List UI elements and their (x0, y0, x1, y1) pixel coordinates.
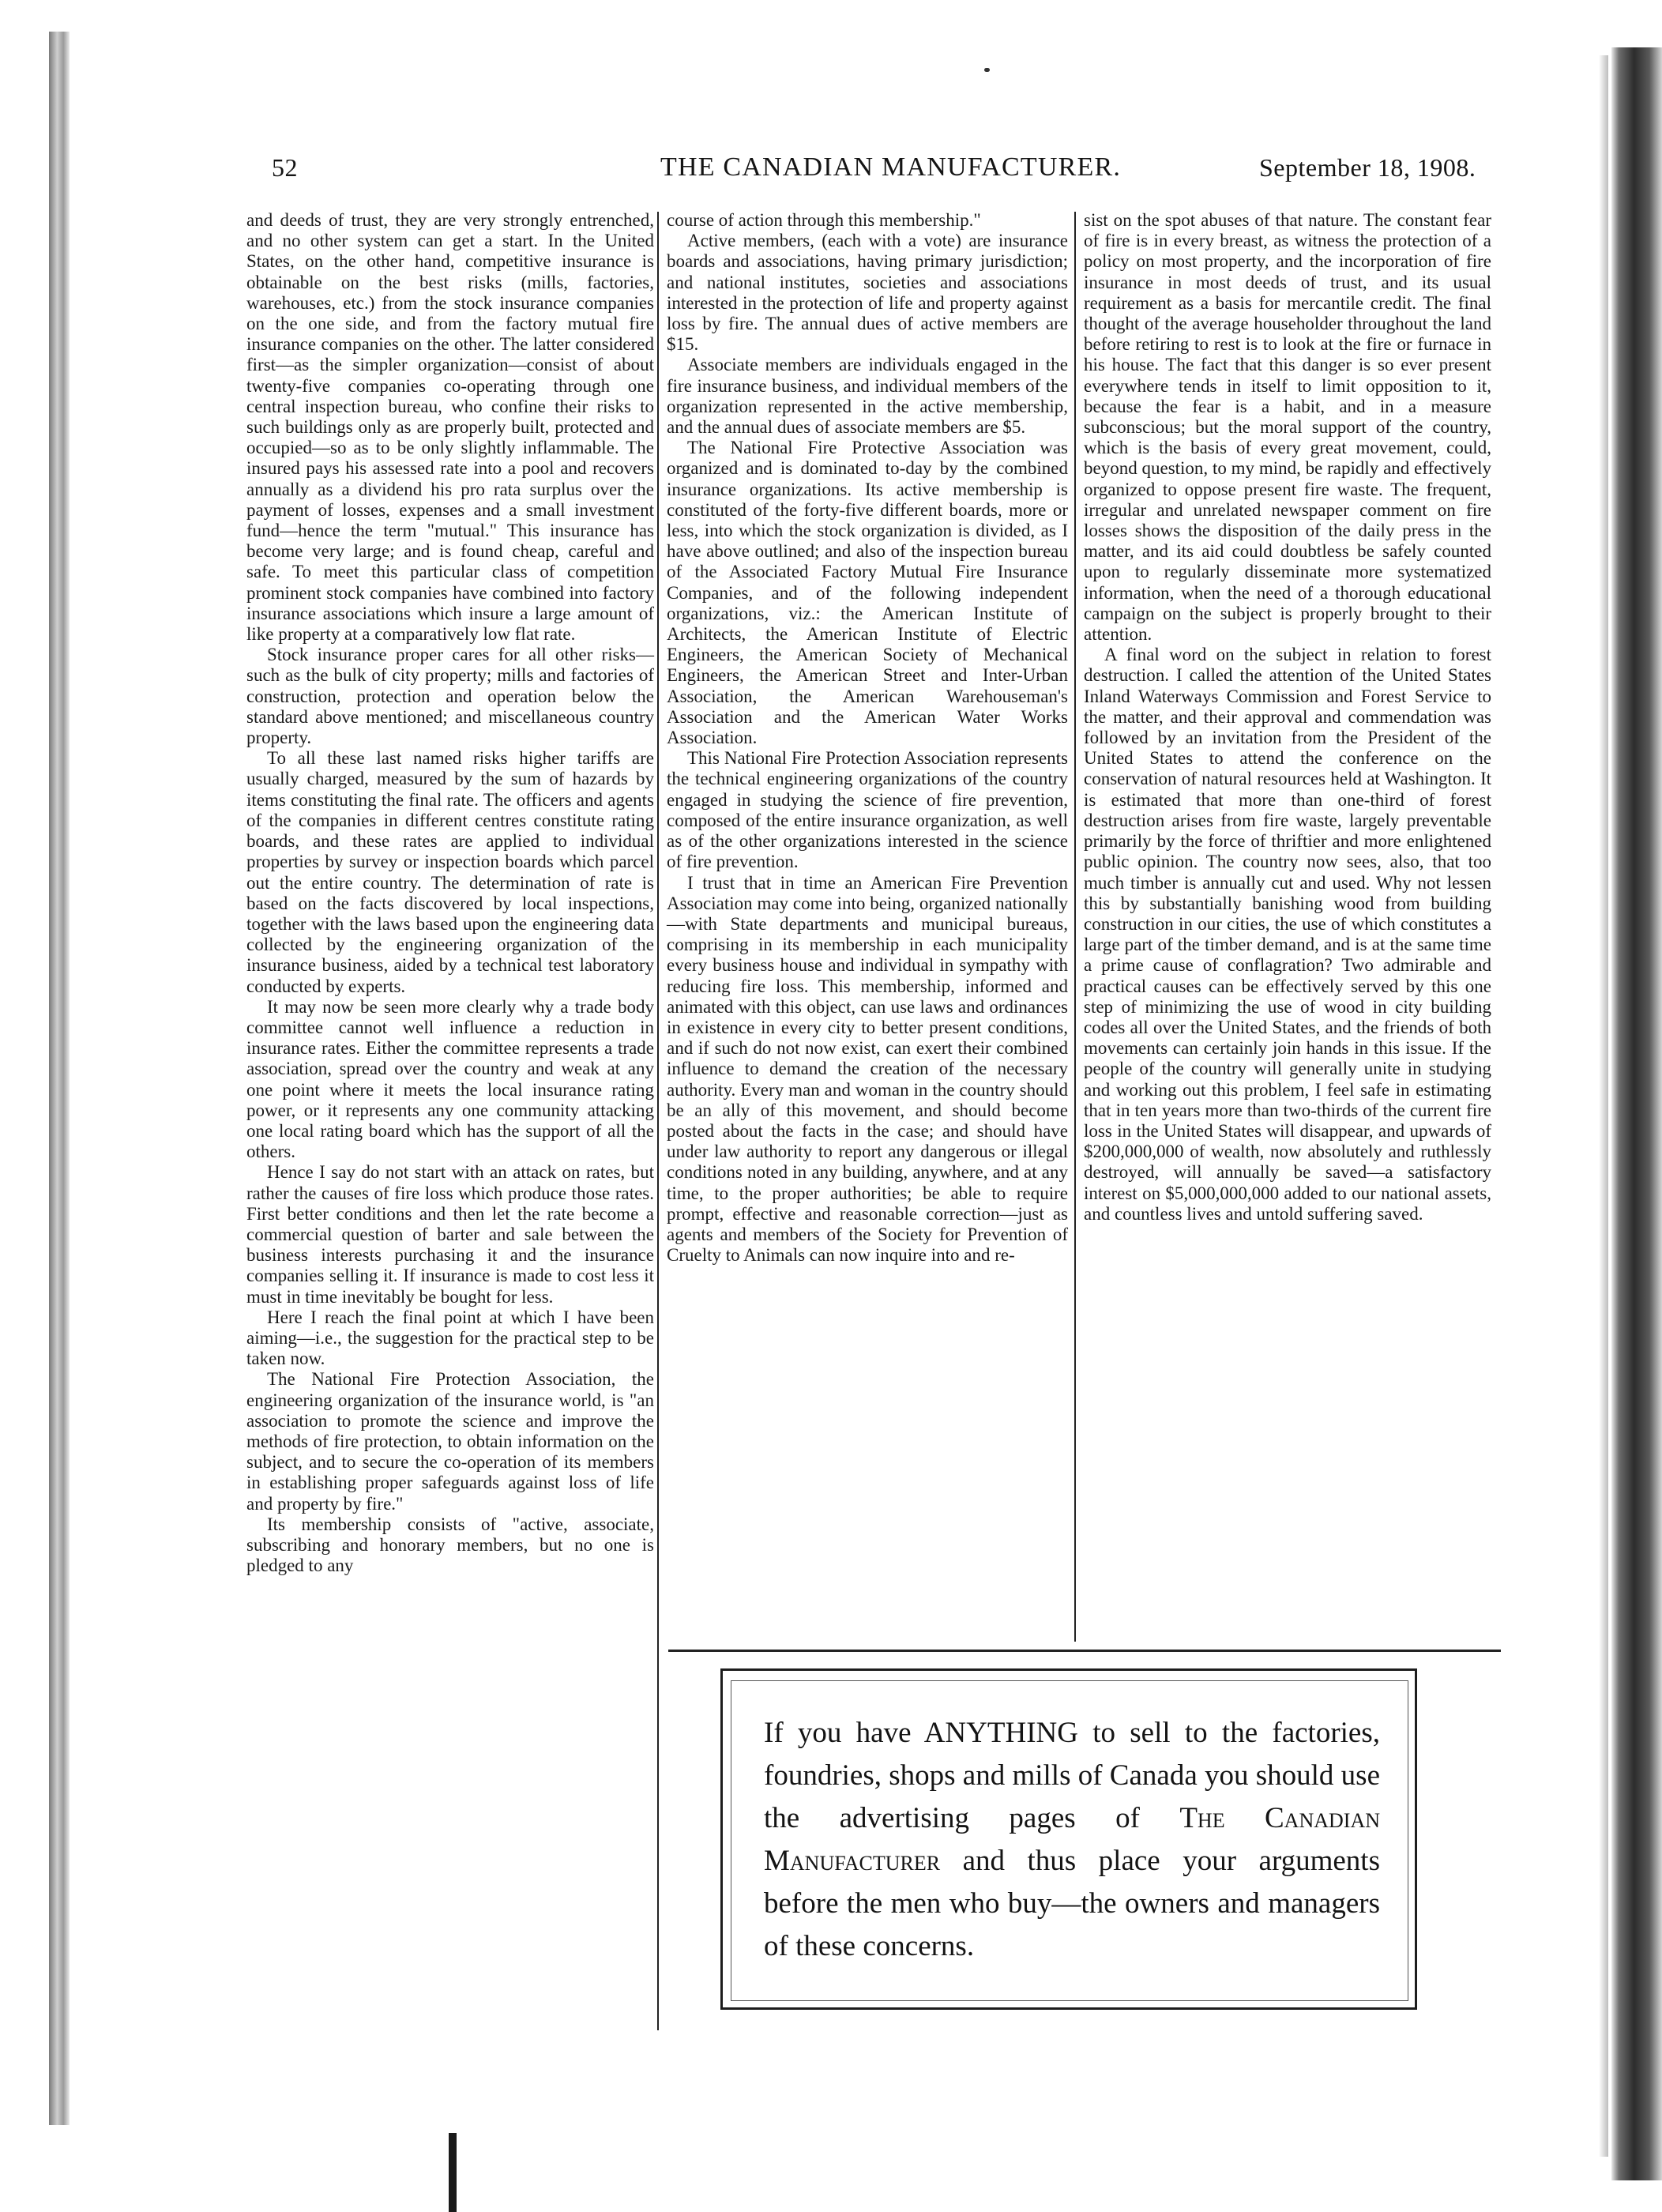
book-binding-shadow (49, 32, 70, 2125)
page-edge-shadow (1611, 47, 1662, 2180)
paragraph: I trust that in time an American Fire Prevention Association may come into being, organized nationally—with State departments and municipal bureaus, comprising in its membership in each municipality every business house and individual in sympathy with reducing fire loss. This membership, informed and animated with this object, can use laws and ordinances in existence in every city to better present conditions, and if such do not now exist, can exert their combined influence to demand the creation of the necessary authority. Every man and woman in the country should be an ally of this movement, and should become posted about the facts in the case; and should have under law authority to report any dangerous or illegal conditions noted in any building, anywhere, and at any time, to the proper authorities; be able to require prompt, effective and reasonable correction—just as agents and members of the Society for Prevention of Cruelty to Animals can now inquire into and re- (667, 872, 1068, 1266)
paragraph: and deeds of trust, they are very strongly entrenched, and no other system can get a start. In the United States, on the other hand, competitive insurance is obtainable on the best risks (mills, factories, warehouses, etc.) from the stock insurance companies on the one side, and from the factory mutual fire insurance companies on the other. The latter considered first—as the simpler organization—consist of about twenty-five companies co-operating through one central inspection bureau, who confine their risks to such buildings only as are properly built, protected and occupied—so as to be only slightly inflammable. The insured pays his assessed rate into a pool and recovers annually as a dividend his pro rata surplus over the payment of losses, expenses and a small investment fund—hence the term "mutual." This insurance has become very large; and is found cheap, careful and safe. To meet this particular class of competition prominent stock companies have combined into factory insurance associations which insure a large amount of like property at a comparatively low flat rate. (246, 210, 654, 645)
paragraph: course of action through this membership." (667, 210, 981, 230)
paragraph: Hence I say do not start with an attack on rates, but rather the causes of fire loss which produce those rates. First better conditions and then let the rate become a commercial question of barter and sale between the business interests purchasing it and the insurance companies selling it. If insurance is made to cost less it must in time inevitably be bought for less. (246, 1162, 654, 1307)
paragraph: It may now be seen more clearly why a trade body committee cannot well influence a reduction in insurance rates. Either the committee represents a trade association, spread over the country and weak at any one point where it meets the local insurance rating power, or it represents any one community attacking one local rating board which has the support of all the others. (246, 996, 654, 1162)
paragraph: Associate members are individuals engaged in the fire insurance business, and individual members of the organization represented in the active membership, and the annual dues of associate members are $5. (667, 355, 1068, 438)
journal-title: THE CANADIAN MANUFACTURER. (660, 152, 1122, 182)
ad-text-part-1: If you have ANYTHING to sell to the factories, foundries, shops and mills of Canada you should use the advertising pages of (764, 1717, 1380, 1834)
issue-date: September 18, 1908. (1259, 153, 1476, 182)
paragraph: To all these last named risks higher tariffs are usually charged, measured by the sum of hazards by items constituting the final rate. The officers and agents of the companies in different centres constitute rating boards, and these rates are applied to individual properties by survey or inspection boards which parcel out the entire country. The determination of rate is based on the facts discovered by local inspections, together with the laws based upon the engineering data collected by the engineering organization of the insurance business, aided by a technical test laboratory conducted by experts. (246, 748, 654, 996)
ad-text-part-2: and thus place your arguments before the men who buy—the owners and managers of these concerns. (764, 1845, 1380, 1962)
paragraph: The National Fire Protection Association, the engineering organization of the insurance world, is "an association to promote the science and improve the methods of fire protection, to obtain information on the subject, and to secure the co-operation of its members in establishing proper safeguards against loss of life and property by fire." (246, 1369, 654, 1514)
paragraph: A final word on the subject in relation to forest destruction. I called the attention of the United States Inland Waterways Commission and Forest Service to the matter, and their approval and commendation was followed by an invitation from the President of the United States to attend the conference on the conservation of natural resources held at Washington. It is estimated that more than one-third of forest destruction arises from fire waste, largely preventable primarily by the force of thriftier and more enlightened public opinion. The country now sees, also, that too much timber is annually cut and used. Why not lessen this by substantially banishing wood from building construction in our cities, the use of which constitutes a large part of the timber demand, and is at the same time a prime cause of conflagration? Two admirable and practical causes can be effectively served by this one step of minimizing the use of wood in city building codes all over the United States, and the friends of both movements can certainly join hands in this issue. If the people of the country will generally unite in studying and working out this problem, I feel safe in estimating that in ten years more than two-thirds of the current fire loss in the United States will disappear, and upwards of $200,000,000 of wealth, now absolutely and ruthlessly destroyed, will annually be saved—a satisfactory interest on $5,000,000,000 added to our national assets, and countless lives and untold suffering saved. (1084, 645, 1491, 1224)
column-divider (657, 212, 659, 2030)
paragraph: The National Fire Protective Association was organized and is dominated to-day by the combined insurance organizations. Its active membership is constituted of the forty-five different boards, more or less, into which the stock organization is divided, as I have above outlined; and also of the inspection bureau of the Associated Factory Mutual Fire Insurance Companies, and of the following independent organizations, viz.: the American Institute of Architects, the American Institute of Electric Engineers, the American Society of Mechanical Engineers, the American Street and Inter-Urban Association, the American Warehouseman's Association and the American Water Works Association. (667, 438, 1068, 748)
paragraph: Stock insurance proper cares for all other risks—such as the bulk of city property; mills and factories of construction, protection and operation below the standard above mentioned; and miscellaneous country property. (246, 645, 654, 748)
section-rule (668, 1650, 1501, 1652)
advertisement-text (764, 1712, 1380, 1968)
article-column-1 (246, 210, 654, 1576)
page-number: 52 (272, 153, 298, 182)
ad-publication-name: The Canadian Manufacturer (764, 1802, 1380, 1877)
paragraph: Here I reach the final point at which I have been aiming—i.e., the suggestion for the practical step to be taken now. (246, 1307, 654, 1369)
advertisement-box (720, 1668, 1417, 2010)
page-edge-highlight (1599, 55, 1608, 2157)
paragraph: sist on the spot abuses of that nature. The constant fear of fire is in every breast, as witness the protection of a policy on most property, and the incorporation of fire insurance in most deeds of trust, and its usual requirement as a basis for mercantile credit. The final thought of the average householder throughout the land before retiring to rest is to look at the fire or furnace in his house. The fact that this danger is so ever present everywhere tends in itself to limit opposition to it, because the fear is a habit, and in a measure subconscious; but the moral support of the country, which is the basis of every great movement, could, beyond question, to my mind, be rapidly and effectively organized to oppose present fire waste. The frequent, irregular and unrelated newspaper comment on fire losses shows the disposition of the daily press in the matter, and its aid could doubtless be safely counted upon to regularly disseminate more systematized information, when the need of a thorough educational campaign on the subject is properly brought to their attention. (1084, 210, 1491, 645)
scan-artifact-mark (449, 2133, 457, 2212)
article-column-2 (667, 210, 1068, 1266)
ink-speck (984, 68, 990, 72)
article-column-3 (1084, 210, 1491, 1224)
paragraph: Active members, (each with a vote) are insurance boards and associations, having primary jurisdiction; and national institutes, societies and associations interested in the protection of life and property against loss by fire. The annual dues of active members are $15. (667, 231, 1068, 355)
paragraph: This National Fire Protection Association represents the technical engineering organizations of the country engaged in studying the science of fire prevention, composed of the entire insurance organization, as well as of the other organizations interested in the science of fire prevention. (667, 748, 1068, 872)
column-divider (1074, 212, 1076, 1642)
paragraph: Its membership consists of "active, associate, subscribing and honorary members, but no one is pledged to any (246, 1514, 654, 1576)
